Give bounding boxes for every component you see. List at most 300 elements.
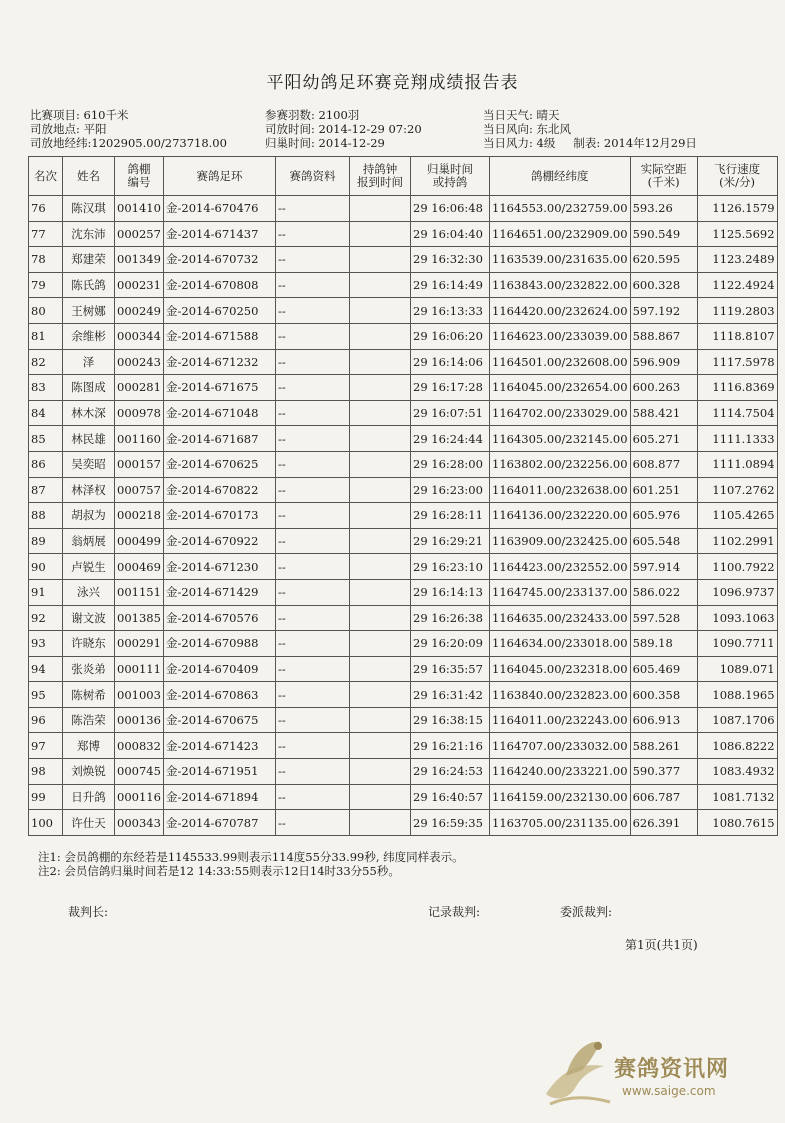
cell-speed: 1105.4265 bbox=[697, 503, 777, 529]
cell-clock bbox=[350, 400, 411, 426]
cell-clock bbox=[350, 682, 411, 708]
race-info-row-2 bbox=[30, 122, 760, 136]
cell-info: -- bbox=[276, 656, 350, 682]
cell-distance: 586.022 bbox=[630, 579, 697, 605]
cell-speed: 1123.2489 bbox=[697, 247, 777, 273]
cell-clock bbox=[350, 528, 411, 554]
cell-distance: 597.914 bbox=[630, 554, 697, 580]
cell-loft: 000343 bbox=[115, 810, 164, 836]
header-clock: 持鸽钟 报到时间 bbox=[350, 157, 411, 196]
cell-name: 郑博 bbox=[63, 733, 115, 759]
cell-clock bbox=[350, 707, 411, 733]
cell-loft: 000832 bbox=[115, 733, 164, 759]
cell-distance: 605.976 bbox=[630, 503, 697, 529]
cell-info: -- bbox=[276, 605, 350, 631]
cell-loft: 000499 bbox=[115, 528, 164, 554]
cell-coord: 1164305.00/232145.00 bbox=[490, 426, 631, 452]
cell-rank: 92 bbox=[29, 605, 63, 631]
cell-distance: 597.528 bbox=[630, 605, 697, 631]
cell-info: -- bbox=[276, 733, 350, 759]
cell-name: 陈汉琪 bbox=[63, 196, 115, 222]
cell-clock bbox=[350, 554, 411, 580]
cell-coord: 1163539.00/231635.00 bbox=[490, 247, 631, 273]
watermark-brand: 赛鸽资讯网 bbox=[614, 1057, 730, 1082]
cell-rank: 97 bbox=[29, 733, 63, 759]
cell-coord: 1164651.00/232909.00 bbox=[490, 221, 631, 247]
cell-speed: 1116.8369 bbox=[697, 375, 777, 401]
cell-ring: 金-2014-671423 bbox=[164, 733, 276, 759]
cell-name: 谢文波 bbox=[63, 605, 115, 631]
cell-info: -- bbox=[276, 400, 350, 426]
cell-loft: 001410 bbox=[115, 196, 164, 222]
cell-rank: 77 bbox=[29, 221, 63, 247]
cell-distance: 605.469 bbox=[630, 656, 697, 682]
cell-name: 泽 bbox=[63, 349, 115, 375]
cell-arrival: 29 16:24:44 bbox=[411, 426, 490, 452]
cell-info: -- bbox=[276, 298, 350, 324]
cell-arrival: 29 16:06:48 bbox=[411, 196, 490, 222]
cell-ring: 金-2014-670988 bbox=[164, 631, 276, 657]
cell-arrival: 29 16:06:20 bbox=[411, 323, 490, 349]
cell-info: -- bbox=[276, 272, 350, 298]
cell-loft: 000111 bbox=[115, 656, 164, 682]
cell-name: 吴奕昭 bbox=[63, 451, 115, 477]
cell-loft: 001151 bbox=[115, 579, 164, 605]
cell-arrival: 29 16:32:30 bbox=[411, 247, 490, 273]
table-row bbox=[29, 554, 778, 580]
cell-arrival: 29 16:13:33 bbox=[411, 298, 490, 324]
cell-info: -- bbox=[276, 528, 350, 554]
cell-clock bbox=[350, 477, 411, 503]
table-row bbox=[29, 426, 778, 452]
cell-ring: 金-2014-671675 bbox=[164, 375, 276, 401]
cell-info: -- bbox=[276, 631, 350, 657]
cell-distance: 597.192 bbox=[630, 298, 697, 324]
cell-speed: 1102.2991 bbox=[697, 528, 777, 554]
cell-distance: 588.421 bbox=[630, 400, 697, 426]
cell-clock bbox=[350, 196, 411, 222]
cell-arrival: 29 16:23:00 bbox=[411, 477, 490, 503]
header-speed: 飞行速度 (米/分) bbox=[697, 157, 777, 196]
cell-loft: 000257 bbox=[115, 221, 164, 247]
cell-rank: 76 bbox=[29, 196, 63, 222]
table-row bbox=[29, 349, 778, 375]
cell-coord: 1164420.00/232624.00 bbox=[490, 298, 631, 324]
cell-info: -- bbox=[276, 426, 350, 452]
table-row bbox=[29, 503, 778, 529]
cell-name: 沈东沛 bbox=[63, 221, 115, 247]
cell-rank: 78 bbox=[29, 247, 63, 273]
cell-clock bbox=[350, 247, 411, 273]
cell-ring: 金-2014-670787 bbox=[164, 810, 276, 836]
table-row bbox=[29, 631, 778, 657]
cell-speed: 1111.0894 bbox=[697, 451, 777, 477]
cell-loft: 000745 bbox=[115, 759, 164, 785]
cell-name: 林泽权 bbox=[63, 477, 115, 503]
cell-name: 余维彬 bbox=[63, 323, 115, 349]
cell-arrival: 29 16:38:15 bbox=[411, 707, 490, 733]
cell-arrival: 29 16:14:49 bbox=[411, 272, 490, 298]
header-info: 赛鸽资料 bbox=[276, 157, 350, 196]
cell-rank: 83 bbox=[29, 375, 63, 401]
cell-ring: 金-2014-670675 bbox=[164, 707, 276, 733]
cell-ring: 金-2014-671894 bbox=[164, 784, 276, 810]
cell-clock bbox=[350, 784, 411, 810]
cell-arrival: 29 16:59:35 bbox=[411, 810, 490, 836]
cell-speed: 1119.2803 bbox=[697, 298, 777, 324]
cell-rank: 91 bbox=[29, 579, 63, 605]
cell-ring: 金-2014-670476 bbox=[164, 196, 276, 222]
cell-loft: 000344 bbox=[115, 323, 164, 349]
race-info-row-1 bbox=[30, 108, 760, 122]
results-table bbox=[28, 156, 778, 836]
cell-loft: 000157 bbox=[115, 451, 164, 477]
cell-rank: 86 bbox=[29, 451, 63, 477]
cell-info: -- bbox=[276, 196, 350, 222]
cell-name: 张炎弟 bbox=[63, 656, 115, 682]
cell-rank: 95 bbox=[29, 682, 63, 708]
cell-info: -- bbox=[276, 707, 350, 733]
cell-name: 郑建荣 bbox=[63, 247, 115, 273]
cell-distance: 588.867 bbox=[630, 323, 697, 349]
cell-clock bbox=[350, 631, 411, 657]
table-body bbox=[29, 196, 778, 836]
cell-clock bbox=[350, 503, 411, 529]
cell-ring: 金-2014-671048 bbox=[164, 400, 276, 426]
header-arrival: 归巢时间 或持鸽 bbox=[411, 157, 490, 196]
cell-arrival: 29 16:28:11 bbox=[411, 503, 490, 529]
wind-direction: 当日风向: 东北风 bbox=[483, 122, 572, 136]
cell-ring: 金-2014-670173 bbox=[164, 503, 276, 529]
cell-info: -- bbox=[276, 247, 350, 273]
return-time: 归巢时间: 2014-12-29 bbox=[265, 136, 385, 150]
cell-arrival: 29 16:29:21 bbox=[411, 528, 490, 554]
cell-clock bbox=[350, 349, 411, 375]
cell-coord: 1164635.00/232433.00 bbox=[490, 605, 631, 631]
cell-clock bbox=[350, 272, 411, 298]
cell-speed: 1083.4932 bbox=[697, 759, 777, 785]
cell-ring: 金-2014-670576 bbox=[164, 605, 276, 631]
cell-rank: 90 bbox=[29, 554, 63, 580]
release-time: 司放时间: 2014-12-29 07:20 bbox=[265, 122, 422, 136]
cell-rank: 85 bbox=[29, 426, 63, 452]
cell-distance: 596.909 bbox=[630, 349, 697, 375]
cell-speed: 1088.1965 bbox=[697, 682, 777, 708]
cell-ring: 金-2014-671588 bbox=[164, 323, 276, 349]
cell-speed: 1089.071 bbox=[697, 656, 777, 682]
cell-clock bbox=[350, 451, 411, 477]
cell-ring: 金-2014-671437 bbox=[164, 221, 276, 247]
cell-rank: 96 bbox=[29, 707, 63, 733]
cell-distance: 601.251 bbox=[630, 477, 697, 503]
cell-speed: 1081.7132 bbox=[697, 784, 777, 810]
cell-ring: 金-2014-671951 bbox=[164, 759, 276, 785]
cell-speed: 1125.5692 bbox=[697, 221, 777, 247]
cell-arrival: 29 16:28:00 bbox=[411, 451, 490, 477]
table-row bbox=[29, 656, 778, 682]
cell-loft: 000757 bbox=[115, 477, 164, 503]
cell-loft: 000231 bbox=[115, 272, 164, 298]
appointed-referee-label: 委派裁判: bbox=[560, 905, 613, 919]
cell-coord: 1164702.00/233029.00 bbox=[490, 400, 631, 426]
cell-distance: 620.595 bbox=[630, 247, 697, 273]
cell-arrival: 29 16:23:10 bbox=[411, 554, 490, 580]
table-row bbox=[29, 323, 778, 349]
cell-coord: 1164011.00/232638.00 bbox=[490, 477, 631, 503]
cell-clock bbox=[350, 733, 411, 759]
cell-speed: 1126.1579 bbox=[697, 196, 777, 222]
cell-loft: 001385 bbox=[115, 605, 164, 631]
cell-coord: 1164623.00/233039.00 bbox=[490, 323, 631, 349]
cell-info: -- bbox=[276, 451, 350, 477]
cell-name: 陈树希 bbox=[63, 682, 115, 708]
cell-distance: 605.548 bbox=[630, 528, 697, 554]
table-row bbox=[29, 451, 778, 477]
cell-ring: 金-2014-671230 bbox=[164, 554, 276, 580]
cell-speed: 1100.7922 bbox=[697, 554, 777, 580]
cell-ring: 金-2014-670625 bbox=[164, 451, 276, 477]
release-coordinates: 司放地经纬:1202905.00/273718.00 bbox=[30, 136, 227, 150]
cell-info: -- bbox=[276, 221, 350, 247]
table-row bbox=[29, 579, 778, 605]
cell-info: -- bbox=[276, 759, 350, 785]
cell-speed: 1090.7711 bbox=[697, 631, 777, 657]
cell-ring: 金-2014-671232 bbox=[164, 349, 276, 375]
cell-arrival: 29 16:14:13 bbox=[411, 579, 490, 605]
cell-distance: 626.391 bbox=[630, 810, 697, 836]
cell-rank: 88 bbox=[29, 503, 63, 529]
cell-distance: 600.263 bbox=[630, 375, 697, 401]
cell-arrival: 29 16:17:28 bbox=[411, 375, 490, 401]
cell-name: 翁炳展 bbox=[63, 528, 115, 554]
header-loft: 鸽棚 编号 bbox=[115, 157, 164, 196]
table-row bbox=[29, 221, 778, 247]
cell-rank: 82 bbox=[29, 349, 63, 375]
table-row bbox=[29, 196, 778, 222]
cell-rank: 98 bbox=[29, 759, 63, 785]
cell-coord: 1164045.00/232318.00 bbox=[490, 656, 631, 682]
cell-name: 刘焕锐 bbox=[63, 759, 115, 785]
race-info bbox=[30, 108, 760, 150]
chief-referee-label: 裁判长: bbox=[68, 905, 109, 919]
cell-rank: 100 bbox=[29, 810, 63, 836]
cell-coord: 1164045.00/232654.00 bbox=[490, 375, 631, 401]
cell-info: -- bbox=[276, 503, 350, 529]
table-row bbox=[29, 400, 778, 426]
cell-clock bbox=[350, 221, 411, 247]
cell-rank: 94 bbox=[29, 656, 63, 682]
cell-rank: 81 bbox=[29, 323, 63, 349]
watermark-url: www.saige.com bbox=[622, 1084, 716, 1098]
cell-info: -- bbox=[276, 810, 350, 836]
table-row bbox=[29, 810, 778, 836]
table-row bbox=[29, 528, 778, 554]
cell-speed: 1122.4924 bbox=[697, 272, 777, 298]
cell-coord: 1164159.00/232130.00 bbox=[490, 784, 631, 810]
cell-loft: 000243 bbox=[115, 349, 164, 375]
cell-coord: 1164501.00/232608.00 bbox=[490, 349, 631, 375]
cell-arrival: 29 16:35:57 bbox=[411, 656, 490, 682]
cell-distance: 600.328 bbox=[630, 272, 697, 298]
cell-speed: 1093.1063 bbox=[697, 605, 777, 631]
table-row bbox=[29, 707, 778, 733]
cell-info: -- bbox=[276, 477, 350, 503]
cell-loft: 001160 bbox=[115, 426, 164, 452]
cell-clock bbox=[350, 579, 411, 605]
table-row bbox=[29, 375, 778, 401]
cell-clock bbox=[350, 810, 411, 836]
cell-name: 王树娜 bbox=[63, 298, 115, 324]
cell-speed: 1080.7615 bbox=[697, 810, 777, 836]
cell-loft: 000291 bbox=[115, 631, 164, 657]
cell-clock bbox=[350, 605, 411, 631]
cell-name: 陈氏鸽 bbox=[63, 272, 115, 298]
header-rank: 名次 bbox=[29, 157, 63, 196]
cell-arrival: 29 16:20:09 bbox=[411, 631, 490, 657]
table-row bbox=[29, 784, 778, 810]
header-name: 姓名 bbox=[63, 157, 115, 196]
cell-coord: 1163802.00/232256.00 bbox=[490, 451, 631, 477]
cell-arrival: 29 16:21:16 bbox=[411, 733, 490, 759]
table-row bbox=[29, 759, 778, 785]
wind-force: 当日风力: 4级 bbox=[483, 136, 556, 150]
table-row bbox=[29, 682, 778, 708]
cell-loft: 001003 bbox=[115, 682, 164, 708]
cell-coord: 1164707.00/233032.00 bbox=[490, 733, 631, 759]
cell-speed: 1107.2762 bbox=[697, 477, 777, 503]
cell-info: -- bbox=[276, 579, 350, 605]
cell-loft: 001349 bbox=[115, 247, 164, 273]
cell-rank: 99 bbox=[29, 784, 63, 810]
cell-coord: 1164634.00/233018.00 bbox=[490, 631, 631, 657]
cell-coord: 1164136.00/232220.00 bbox=[490, 503, 631, 529]
race-item: 比赛项目: 610千米 bbox=[30, 108, 129, 122]
footnote-1: 注1: 会员鸽棚的东经若是1145533.99则表示114度55分33.99秒, 纬度同样表示。 bbox=[38, 850, 464, 864]
cell-arrival: 29 16:31:42 bbox=[411, 682, 490, 708]
cell-info: -- bbox=[276, 349, 350, 375]
cell-speed: 1111.1333 bbox=[697, 426, 777, 452]
footnotes bbox=[38, 850, 464, 878]
cell-arrival: 29 16:40:57 bbox=[411, 784, 490, 810]
cell-loft: 000136 bbox=[115, 707, 164, 733]
cell-name: 林木深 bbox=[63, 400, 115, 426]
cell-info: -- bbox=[276, 682, 350, 708]
cell-ring: 金-2014-670250 bbox=[164, 298, 276, 324]
cell-distance: 588.261 bbox=[630, 733, 697, 759]
cell-name: 陈图成 bbox=[63, 375, 115, 401]
cell-info: -- bbox=[276, 375, 350, 401]
cell-speed: 1087.1706 bbox=[697, 707, 777, 733]
table-row bbox=[29, 247, 778, 273]
pigeon-logo-icon bbox=[538, 1032, 618, 1112]
cell-name: 泳兴 bbox=[63, 579, 115, 605]
cell-ring: 金-2014-670409 bbox=[164, 656, 276, 682]
cell-arrival: 29 16:14:06 bbox=[411, 349, 490, 375]
cell-ring: 金-2014-670822 bbox=[164, 477, 276, 503]
cell-ring: 金-2014-670863 bbox=[164, 682, 276, 708]
cell-distance: 590.377 bbox=[630, 759, 697, 785]
cell-arrival: 29 16:07:51 bbox=[411, 400, 490, 426]
cell-clock bbox=[350, 375, 411, 401]
cell-name: 日升鸽 bbox=[63, 784, 115, 810]
cell-speed: 1114.7504 bbox=[697, 400, 777, 426]
weather: 当日天气: 晴天 bbox=[483, 108, 560, 122]
header-ring: 赛鸽足环 bbox=[164, 157, 276, 196]
table-row bbox=[29, 605, 778, 631]
cell-coord: 1164745.00/233137.00 bbox=[490, 579, 631, 605]
cell-distance: 606.787 bbox=[630, 784, 697, 810]
cell-distance: 606.913 bbox=[630, 707, 697, 733]
cell-arrival: 29 16:24:53 bbox=[411, 759, 490, 785]
cell-name: 卢锐生 bbox=[63, 554, 115, 580]
header-coord: 鸽棚经纬度 bbox=[490, 157, 631, 196]
cell-distance: 589.18 bbox=[630, 631, 697, 657]
cell-name: 胡叔为 bbox=[63, 503, 115, 529]
cell-ring: 金-2014-670732 bbox=[164, 247, 276, 273]
made-date: 制表: 2014年12月29日 bbox=[573, 136, 697, 150]
cell-speed: 1118.8107 bbox=[697, 323, 777, 349]
table-row bbox=[29, 477, 778, 503]
cell-coord: 1164240.00/233221.00 bbox=[490, 759, 631, 785]
cell-distance: 593.26 bbox=[630, 196, 697, 222]
table-row bbox=[29, 272, 778, 298]
race-info-row-3 bbox=[30, 136, 760, 150]
cell-coord: 1164423.00/232552.00 bbox=[490, 554, 631, 580]
cell-ring: 金-2014-671429 bbox=[164, 579, 276, 605]
recording-referee-label: 记录裁判: bbox=[428, 905, 481, 919]
cell-distance: 605.271 bbox=[630, 426, 697, 452]
cell-rank: 93 bbox=[29, 631, 63, 657]
cell-speed: 1096.9737 bbox=[697, 579, 777, 605]
cell-loft: 000218 bbox=[115, 503, 164, 529]
cell-name: 林民雄 bbox=[63, 426, 115, 452]
release-site: 司放地点: 平阳 bbox=[30, 122, 107, 136]
cell-loft: 000249 bbox=[115, 298, 164, 324]
cell-speed: 1086.8222 bbox=[697, 733, 777, 759]
cell-arrival: 29 16:26:38 bbox=[411, 605, 490, 631]
cell-loft: 000978 bbox=[115, 400, 164, 426]
cell-speed: 1117.5978 bbox=[697, 349, 777, 375]
cell-rank: 89 bbox=[29, 528, 63, 554]
cell-arrival: 29 16:04:40 bbox=[411, 221, 490, 247]
cell-info: -- bbox=[276, 554, 350, 580]
cell-distance: 590.549 bbox=[630, 221, 697, 247]
page-number: 第1页(共1页) bbox=[625, 938, 698, 952]
cell-clock bbox=[350, 759, 411, 785]
table-row bbox=[29, 733, 778, 759]
cell-rank: 79 bbox=[29, 272, 63, 298]
cell-distance: 600.358 bbox=[630, 682, 697, 708]
cell-name: 许晓东 bbox=[63, 631, 115, 657]
cell-loft: 000469 bbox=[115, 554, 164, 580]
cell-coord: 1164011.00/232243.00 bbox=[490, 707, 631, 733]
cell-coord: 1163840.00/232823.00 bbox=[490, 682, 631, 708]
cell-ring: 金-2014-670808 bbox=[164, 272, 276, 298]
report-title: 平阳幼鸽足环赛竞翔成绩报告表 bbox=[266, 73, 519, 93]
table-header-row bbox=[29, 157, 778, 196]
cell-clock bbox=[350, 426, 411, 452]
cell-loft: 000116 bbox=[115, 784, 164, 810]
cell-rank: 80 bbox=[29, 298, 63, 324]
cell-name: 陈浩荣 bbox=[63, 707, 115, 733]
table-row bbox=[29, 298, 778, 324]
entries-count: 参赛羽数: 2100羽 bbox=[265, 108, 360, 122]
cell-coord: 1163705.00/231135.00 bbox=[490, 810, 631, 836]
cell-ring: 金-2014-670922 bbox=[164, 528, 276, 554]
cell-clock bbox=[350, 298, 411, 324]
cell-rank: 87 bbox=[29, 477, 63, 503]
cell-distance: 608.877 bbox=[630, 451, 697, 477]
